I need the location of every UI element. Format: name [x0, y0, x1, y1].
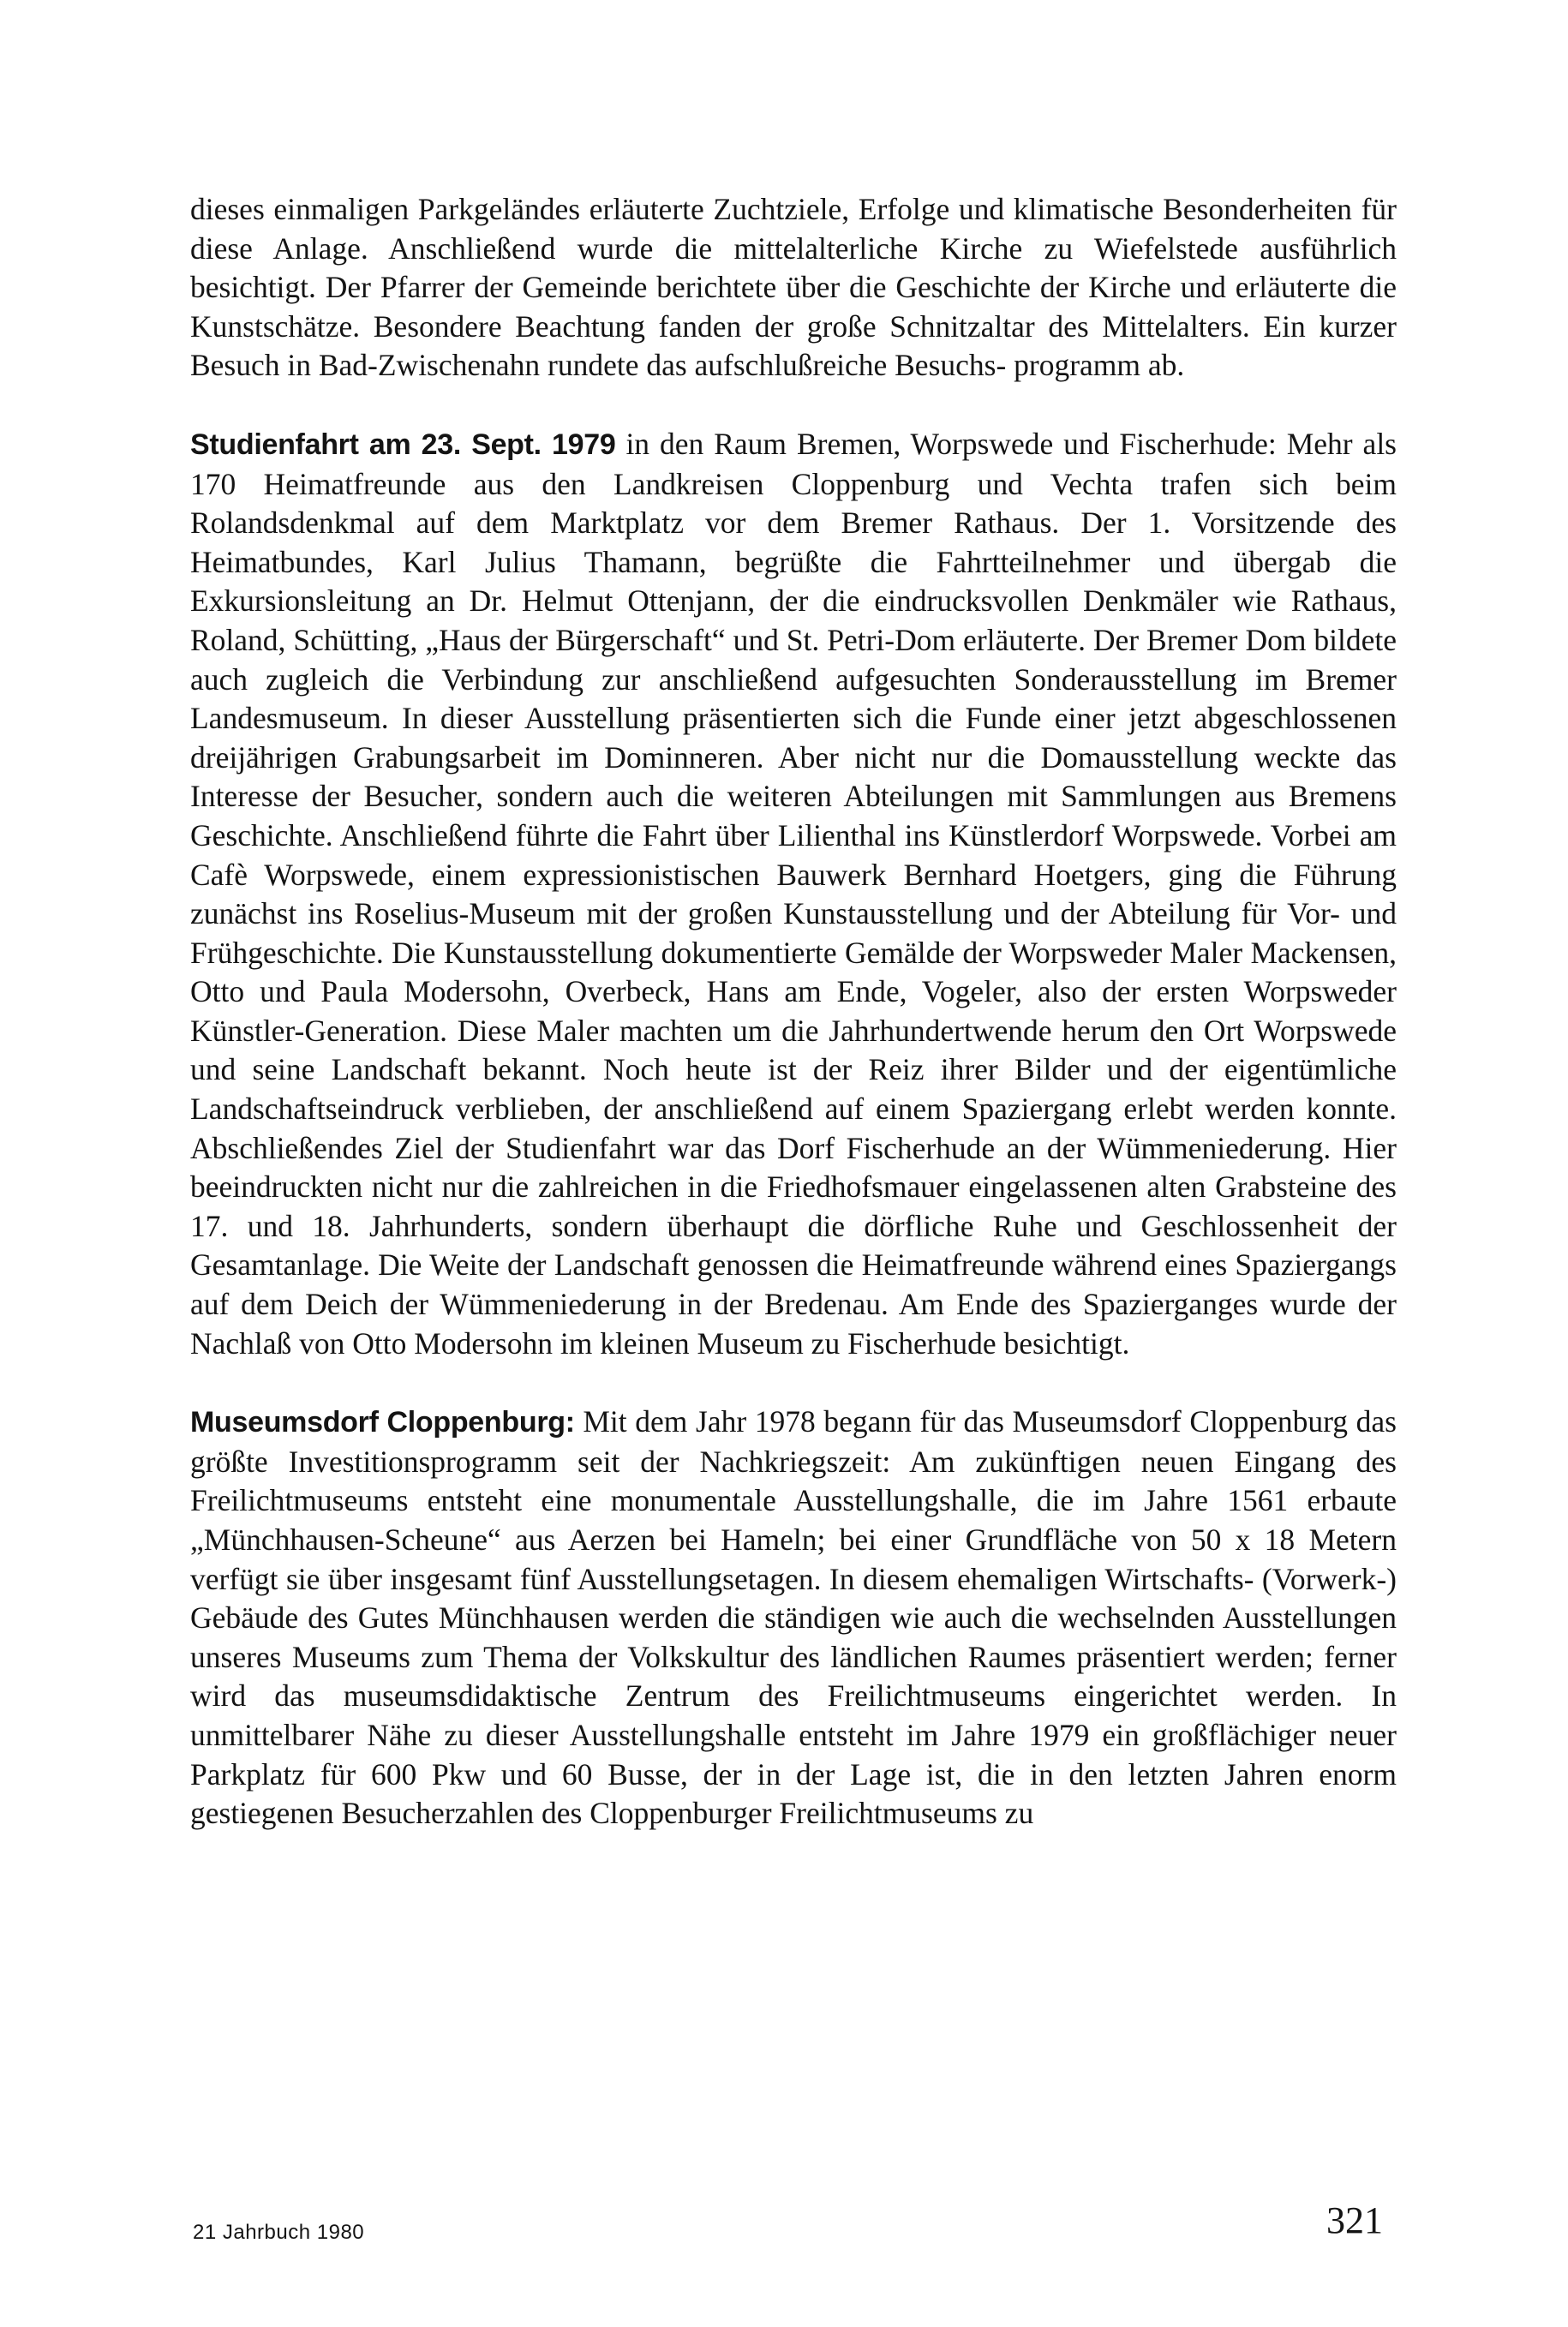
paragraph-museumsdorf [190, 1403, 1397, 1833]
page-number: 321 [1326, 2199, 1383, 2241]
museumsdorf-heading: Museumsdorf Cloppenburg: [190, 1406, 575, 1439]
body-text [190, 190, 1397, 1833]
museumsdorf-body: Mit dem Jahr 1978 begann für das Museumsdorf Cloppenburg das größte Investitionsprogramm seit der Nachkriegszeit: Am zukünftigen neuen Eingang des Freilichtmuseums entsteht eine monumentale Ausstellungshalle, die im Jahre 1561 erbaute „Münchhausen-Scheune“ aus Aerzen bei Hameln; bei einer Grundfläche von 50 x 18 Metern verfügt sie über insgesamt fünf Ausstellungsetagen. In diesem ehemaligen Wirtschafts- (Vorwerk-) Gebäude des Gutes Münchhausen werden die ständigen wie auch die wechselnden Ausstellungen unseres Museums zum Thema der Volkskultur des ländlichen Raumes präsentiert werden; ferner wird das museumsdidaktische Zentrum des Freilichtmuseums eingerichtet werden. In unmittelbarer Nähe zu dieser Ausstellungshalle entsteht im Jahre 1979 ein großflächiger neuer Parkplatz für 600 Pkw und 60 Busse, der in der Lage ist, die in den letzten Jahren enorm gestiegenen Besucherzahlen des Cloppenburger Freilichtmuseums zu [190, 1404, 1397, 1831]
footer-signature: 21 Jahrbuch 1980 [193, 2221, 365, 2244]
study-trip-body: in den Raum Bremen, Worpswede und Fischerhude: Mehr als 170 Heimatfreunde aus den Landkreisen Cloppenburg und Vechta trafen sich beim Rolandsdenkmal auf dem Marktplatz vor dem Bremer Rathaus. Der 1. Vorsitzende des Heimatbundes, Karl Julius Thamann, begrüßte die Fahrtteilnehmer und übergab die Exkursionsleitung an Dr. Helmut Ottenjann, der die eindrucksvollen Denkmäler wie Rathaus, Roland, Schütting, „Haus der Bürgerschaft“ und St. Petri-Dom erläuterte. Der Bremer Dom bildete auch zugleich die Verbindung zur anschließend aufgesuchten Sonderausstellung im Bremer Landesmuseum. In dieser Ausstellung präsentierten sich die Funde einer jetzt abgeschlossenen dreijährigen Grabungsarbeit im Dominneren. Aber nicht nur die Domausstellung weckte das Interesse der Besucher, sondern auch die weiteren Abteilungen mit Sammlungen aus Bremens Geschichte. Anschließend führte die Fahrt über Lilienthal ins Künstlerdorf Worpswede. Vorbei am Cafè Worpswede, einem expressionistischen Bauwerk Bernhard Hoetgers, ging die Führung zunächst ins Roselius-Museum mit der großen Kunstausstellung und der Abteilung für Vor- und Frühgeschichte. Die Kunstausstellung dokumentierte Gemälde der Worpsweder Maler Mackensen, Otto und Paula Modersohn, Overbeck, Hans am Ende, Vogeler, also der ersten Worpsweder Künstler-Generation. Diese Maler machten um die Jahrhundertwende herum den Ort Worpswede und seine Landschaft bekannt. Noch heute ist der Reiz ihrer Bilder und der eigentümliche Landschaftseindruck verblieben, der anschließend auf einem Spaziergang erlebt werden konnte. Abschließendes Ziel der Studienfahrt war das Dorf Fischerhude an der Wümmeniederung. Hier beeindruckten nicht nur die zahlreichen in die Friedhofsmauer eingelassenen alten Grabsteine des 17. und 18. Jahrhunderts, sondern überhaupt die dörfliche Ruhe und Geschlossenheit der Gesamtanlage. Die Weite der Landschaft genossen die Heimatfreunde während eines Spaziergangs auf dem Deich der Wümmeniederung in der Bredenau. Am Ende des Spazierganges wurde der Nachlaß von Otto Modersohn im kleinen Museum zu Fischerhude besichtigt. [190, 426, 1397, 1361]
paragraph-study-trip [190, 425, 1397, 1363]
paragraph-park-visit: dieses einmaligen Parkgeländes erläuterte Zuchtziele, Erfolge und klimatische Besonderheiten für diese Anlage. Anschließend wurde die mittelalterliche Kirche zu Wiefelstede ausführlich besichtigt. Der Pfarrer der Gemeinde berichtete über die Geschichte der Kirche und erläuterte die Kunstschätze. Besondere Beachtung fanden der große Schnitzaltar des Mittelalters. Ein kurzer Besuch in Bad-Zwischenahn rundete das aufschlußreiche Besuchs- programm ab. [190, 192, 1397, 383]
study-trip-heading: Studienfahrt am 23. Sept. 1979 [190, 428, 616, 461]
